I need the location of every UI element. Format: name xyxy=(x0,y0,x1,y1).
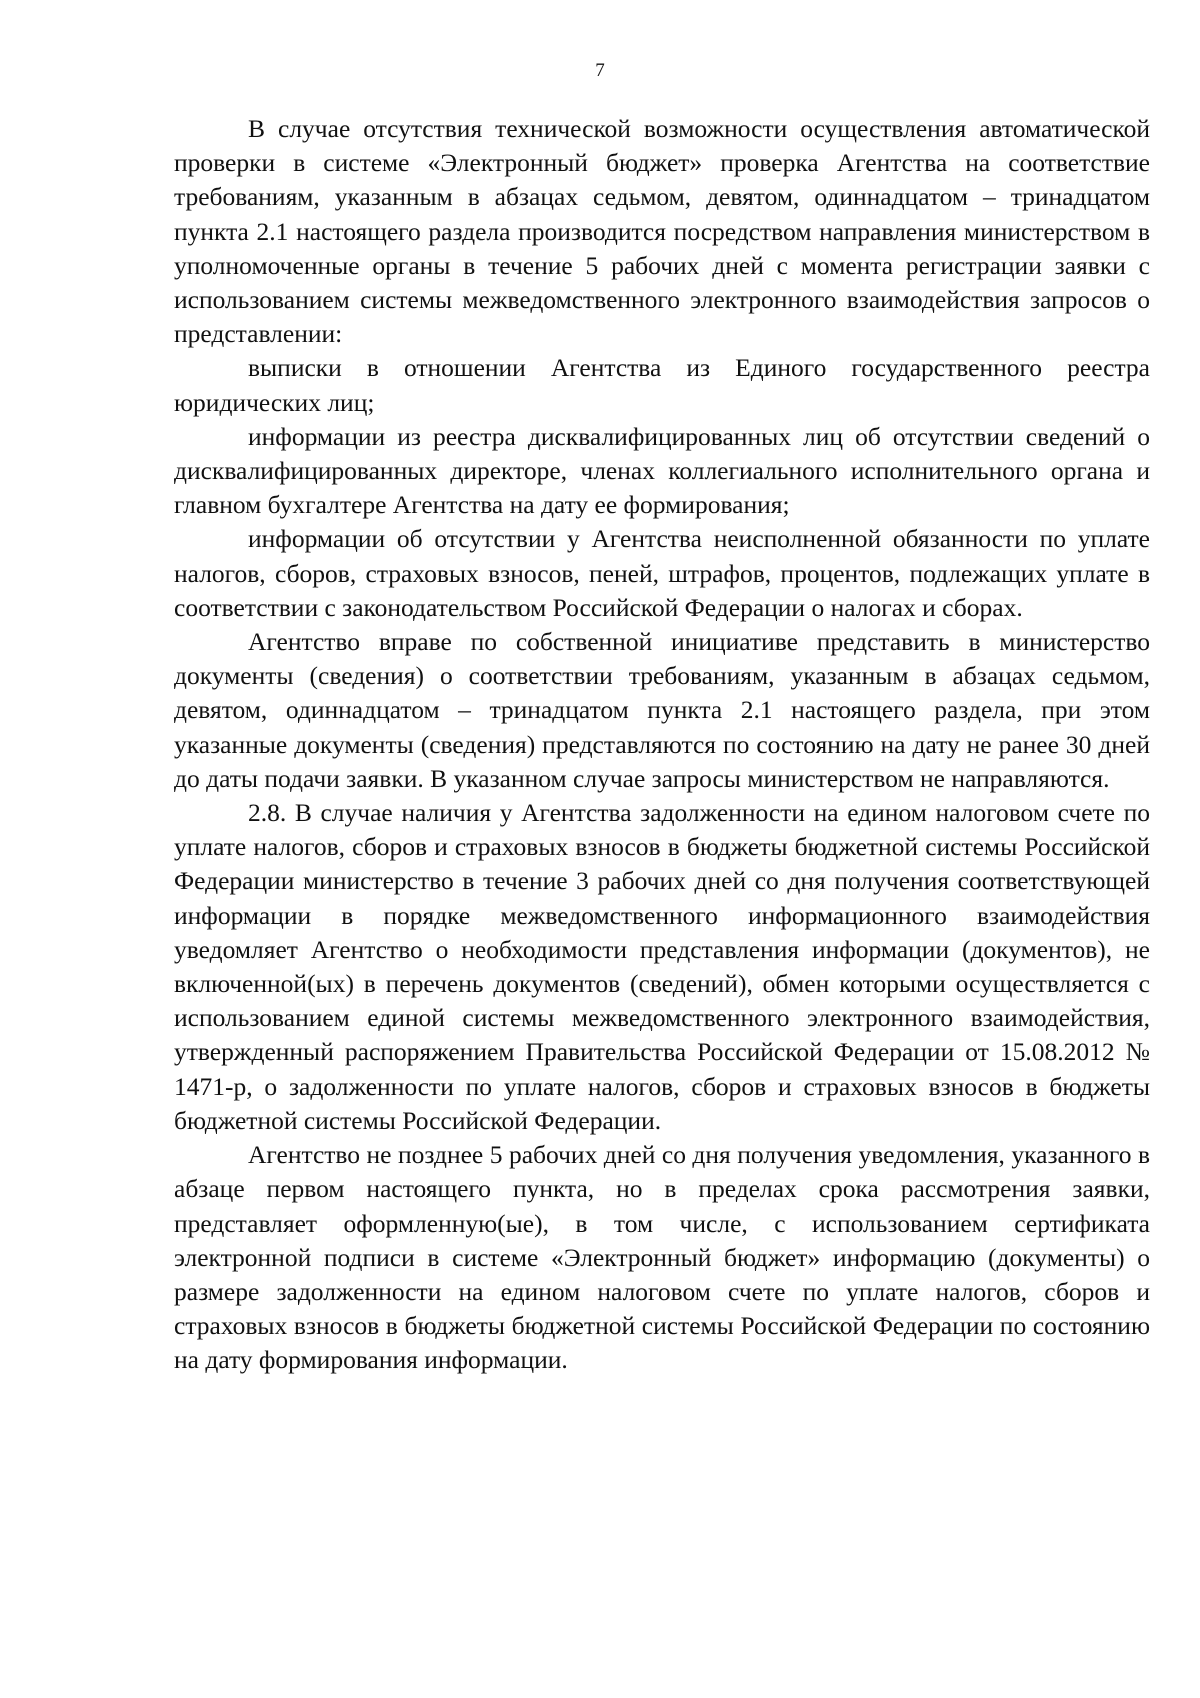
paragraph-tax-obligations-info: информации об отсутствии у Агентства неисполненной обязанности по уплате налогов, сборов, страховых взносов, пеней, штрафов, процентов, подлежащих уплате в соответствии с законодательством Российской Федерации о налогах и сборах. xyxy=(174,524,1150,622)
paragraph-clause-2-8: 2.8. В случае наличия у Агентства задолженности на едином налоговом счете по уплате налогов, сборов и страховых взносов в бюджеты бюджетной системы Российской Федерации министерство в течение 3 рабочих дней со дня получения соответствующей информации в порядке межведомственного информационного взаимодействия уведомляет Агентство о необходимости представления информации (документов), не включенной(ых) в перечень документов (сведений), обмен которыми осуществляется с использованием единой системы межведомственного электронного взаимодействия, утвержденный распоряжением Правительства Российской Федерации от 15.08.2012 № 1471-р, о задолженности по уплате налогов, сборов и страховых взносов в бюджеты бюджетной системы Российской Федерации. xyxy=(174,798,1150,1135)
paragraph-debt-information-submission: Агентство не позднее 5 рабочих дней со дня получения уведомления, указанного в абзаце первом настоящего пункта, но в пределах срока рассмотрения заявки, представляет оформленную(ые), в том числе, с использованием сертификата электронной подписи в системе «Электронный бюджет» информацию (документы) о размере задолженности на едином налоговом счете по уплате налогов, сборов и страховых взносов в бюджеты бюджетной системы Российской Федерации по состоянию на дату формирования информации. xyxy=(174,1140,1150,1375)
page-number: 7 xyxy=(595,60,605,81)
paragraph-disqualified-persons-info: информации из реестра дисквалифицированных лиц об отсутствии сведений о дисквалифицированных директоре, членах коллегиального исполнительного органа и главном бухгалтере Агентства на дату ее формирования; xyxy=(174,421,1150,520)
paragraph-egrul-extract: выписки в отношении Агентства из Единого государственного реестра юридических лиц; xyxy=(174,353,1150,417)
document-body xyxy=(174,112,1150,1378)
paragraph-automatic-check-absence: В случае отсутствия технической возможности осуществления автоматической проверки в системе «Электронный бюджет» проверка Агентства на соответствие требованиям, указанным в абзацах седьмом, девятом, одиннадцатом – тринадцатом пункта 2.1 настоящего раздела производится посредством направления министерством в уполномоченные органы в течение 5 рабочих дней с момента регистрации заявки с использованием системы межведомственного электронного взаимодействия запросов о представлении: xyxy=(174,114,1150,349)
paragraph-own-initiative-documents: Агентство вправе по собственной инициативе представить в министерство документы (сведения) о соответствии требованиям, указанным в абзацах седьмом, девятом, одиннадцатом – тринадцатом пункта 2.1 настоящего раздела, при этом указанные документы (сведения) представляются по состоянию на дату не ранее 30 дней до даты подачи заявки. В указанном случае запросы министерством не направляются. xyxy=(174,627,1150,793)
